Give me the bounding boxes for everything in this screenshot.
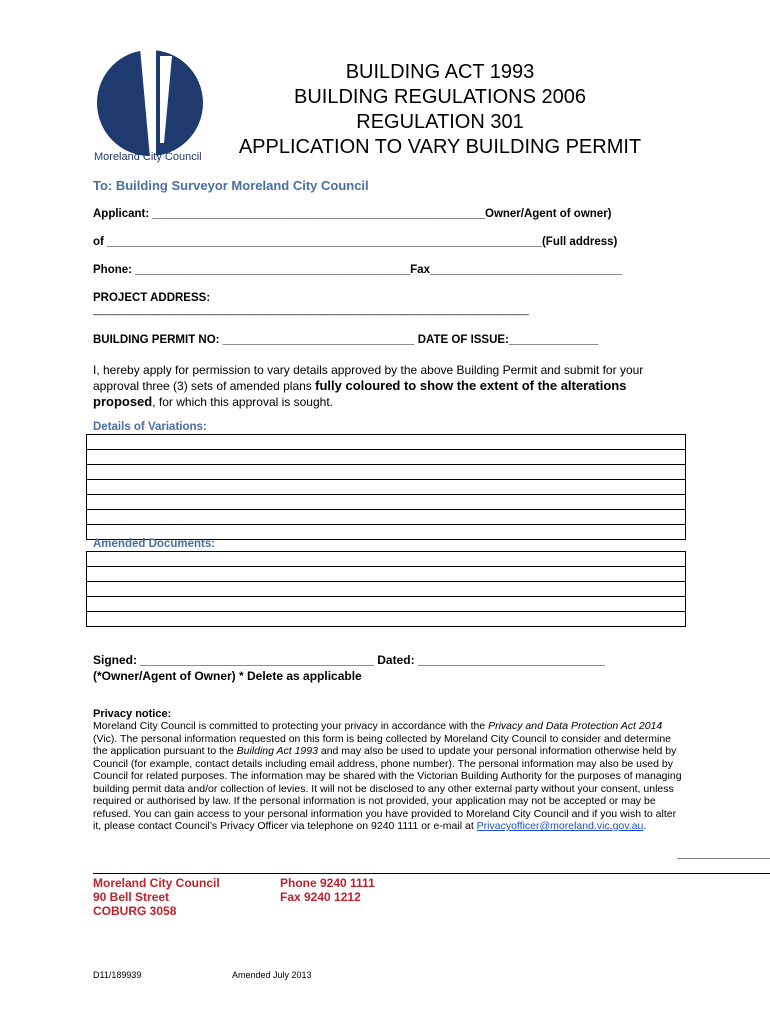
signature-block xyxy=(93,652,605,684)
privacy-text-4: . xyxy=(643,820,647,832)
privacy-text-2: (Vic). The personal information requested on this form is being collected by Moreland City Council to consider and determine the application pursuant to the xyxy=(93,732,671,757)
amended-row[interactable] xyxy=(87,582,685,597)
details-row[interactable] xyxy=(87,435,685,450)
details-row[interactable] xyxy=(87,525,685,539)
logo-caption: Moreland City Council xyxy=(94,151,202,163)
privacy-notice xyxy=(93,720,683,833)
address-field[interactable]: of ____________________________________________________________________(Full address) xyxy=(93,236,618,248)
council-street: 90 Bell Street xyxy=(93,890,170,904)
details-row[interactable] xyxy=(87,450,685,465)
title-line-1: BUILDING ACT 1993 xyxy=(345,61,535,83)
details-label: Details of Variations: xyxy=(93,421,207,433)
privacy-email-link[interactable]: Privacyofficer@moreland.vic.gov.au xyxy=(476,820,644,832)
declaration-part-2: , for which this approval is sought. xyxy=(152,395,333,409)
addressee-line: To: Building Surveyor Moreland City Council xyxy=(93,178,369,193)
applicant-field[interactable]: Applicant: ____________________________________________________Owner/Agent of owner) xyxy=(93,208,612,220)
council-suburb: COBURG 3058 xyxy=(93,904,177,918)
details-row[interactable] xyxy=(87,465,685,480)
privacy-act-name: Privacy and Data Protection Act 2014 xyxy=(488,720,663,732)
project-address-label: PROJECT ADDRESS: xyxy=(93,292,211,304)
declaration-bold: fully coloured to show the extent of the alterations proposed xyxy=(93,378,627,409)
document-id: D11/189939 xyxy=(93,970,142,980)
divider-short xyxy=(677,858,770,859)
divider xyxy=(93,873,770,874)
details-row[interactable] xyxy=(87,510,685,525)
amended-row[interactable] xyxy=(87,597,685,612)
council-contact xyxy=(280,876,375,904)
details-row[interactable] xyxy=(87,480,685,495)
council-fax: Fax 9240 1212 xyxy=(280,890,361,904)
signed-dated-field[interactable]: Signed: ___________________________________ Dated: ____________________________ xyxy=(93,653,605,667)
amended-row[interactable] xyxy=(87,567,685,582)
details-row[interactable] xyxy=(87,495,685,510)
phone-fax-field[interactable]: Phone: ___________________________________________Fax______________________________ xyxy=(93,264,622,276)
amended-date: Amended July 2013 xyxy=(232,970,312,980)
declaration-text xyxy=(93,362,683,410)
building-act-name: Building Act 1993 xyxy=(236,745,318,757)
moreland-logo xyxy=(90,48,210,168)
title-line-3: REGULATION 301 xyxy=(356,111,524,133)
declaration-part-1: I, hereby apply for permission to vary details approved by the above Building Permit and submit for your approval three (3) sets of amended plans xyxy=(93,363,644,393)
amended-documents-table[interactable] xyxy=(86,551,686,627)
council-name: Moreland City Council xyxy=(93,876,220,890)
council-address xyxy=(93,876,220,918)
title-line-2: BUILDING REGULATIONS 2006 xyxy=(294,86,586,108)
details-table[interactable] xyxy=(86,434,686,540)
permit-number-field[interactable]: BUILDING PERMIT NO: ______________________________ DATE OF ISSUE:______________ xyxy=(93,334,599,346)
council-phone: Phone 9240 1111 xyxy=(280,876,375,890)
privacy-heading: Privacy notice: xyxy=(93,708,172,720)
project-address-field[interactable]: ______________________________________________________________________________________ xyxy=(93,305,529,316)
privacy-text-3: and may also be used to update your personal information otherwise held by Council (for example, contact details including email address, phone number). The personal information may also be used by Council for related purposes. The information may be shared with the Victorian Building Authority for the purposes of managing building permit data and/or collection of levies. It will not be disclosed to any other external party without your consent, unless required or authorised by law. If the personal information is not provided, your application may not be accepted or may be refused. You can gain access to your personal information you have provided to Moreland City Council and if you wish to alter it, please contact Council’s Privacy Officer via telephone on 9240 1111 or e-mail at xyxy=(93,745,682,832)
title-line-4: APPLICATION TO VARY BUILDING PERMIT xyxy=(238,136,642,158)
form-title xyxy=(200,60,680,160)
amended-row[interactable] xyxy=(87,612,685,626)
amended-documents-label: Amended Documents: xyxy=(93,538,216,550)
privacy-text-1: Moreland City Council is committed to protecting your privacy in accordance with the xyxy=(93,720,489,732)
amended-row[interactable] xyxy=(87,552,685,567)
signatory-note: (*Owner/Agent of Owner) * Delete as applicable xyxy=(93,669,362,683)
